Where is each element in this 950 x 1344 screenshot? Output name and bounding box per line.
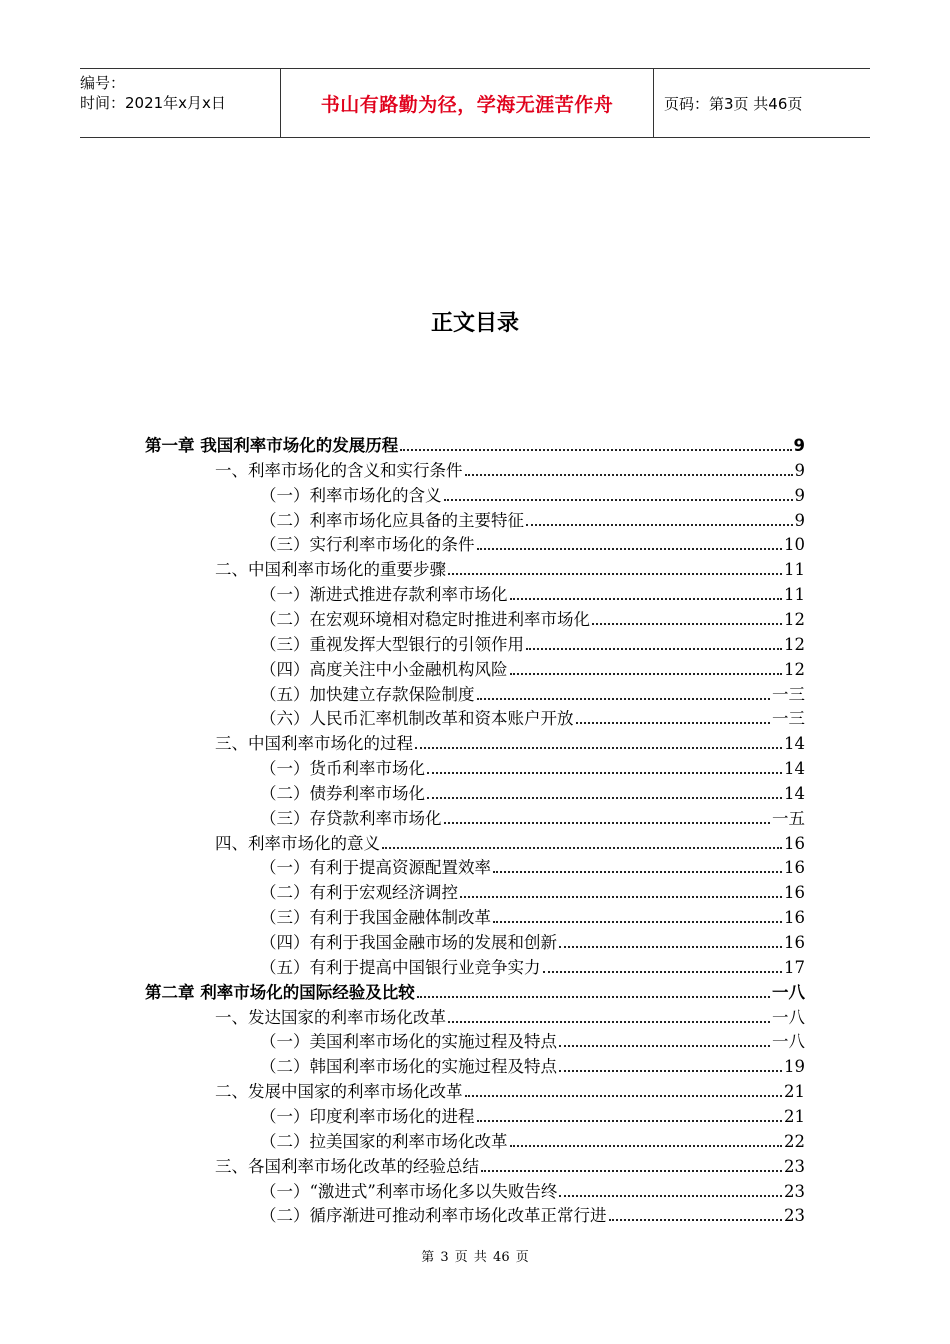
toc-entry-label: （一）“激进式”利率市场化多以失败告终 (260, 1181, 558, 1201)
toc-entry-label: （二）拉美国家的利率市场化改革 (260, 1131, 508, 1151)
toc-page-number: 10 (784, 535, 805, 555)
toc-section-entry[interactable] (215, 457, 805, 481)
toc-entry-label: （一）货币利率市场化 (260, 759, 425, 779)
toc-dot-leader (417, 996, 770, 998)
toc-dot-leader (465, 1095, 783, 1097)
toc-entry-label: 三、中国利率市场化的过程 (215, 734, 413, 754)
toc-page-number: 23 (784, 1181, 805, 1201)
toc-entry-label: （一）渐进式推进存款利率市场化 (260, 585, 508, 605)
toc-subsection-entry[interactable] (260, 1128, 805, 1152)
toc-page-number: 11 (784, 560, 805, 580)
toc-dot-leader (543, 971, 783, 973)
toc-dot-leader (460, 896, 782, 898)
toc-page-number: 16 (784, 933, 805, 952)
toc-dot-leader (493, 871, 782, 873)
toc-entry-label: （五）加快建立存款保险制度 (260, 684, 475, 704)
toc-entry-label: （三）有利于我国金融体制改革 (260, 908, 491, 928)
toc-subsection-entry[interactable] (260, 780, 805, 804)
toc-section-entry[interactable] (215, 556, 805, 580)
toc-section-entry[interactable] (215, 1004, 805, 1028)
toc-subsection-entry[interactable] (260, 954, 805, 978)
toc-section-entry[interactable] (215, 1078, 805, 1102)
toc-chapter-entry[interactable] (145, 432, 805, 456)
toc-page-number: 16 (784, 833, 805, 853)
toc-subsection-entry[interactable] (260, 531, 805, 555)
toc-entry-label: （六）人民币汇率机制改革和资本账户开放 (260, 709, 574, 729)
toc-entry-label: 一、利率市场化的含义和实行条件 (215, 460, 463, 480)
toc-dot-leader (559, 1070, 782, 1072)
toc-dot-leader (427, 772, 782, 774)
toc-entry-label: 三、各国利率市场化改革的经验总结 (215, 1156, 479, 1176)
toc-entry-label: 四、利率市场化的意义 (215, 833, 380, 853)
toc-dot-leader (382, 847, 782, 849)
toc-page-number: 一八 (772, 1007, 805, 1027)
toc-entry-label: 二、发展中国家的利率市场化改革 (215, 1082, 463, 1102)
toc-page-number: 12 (784, 634, 805, 654)
toc-entry-label: （一）印度利率市场化的进程 (260, 1106, 475, 1126)
toc-subsection-entry[interactable] (260, 854, 805, 878)
toc-subsection-entry[interactable] (260, 705, 805, 729)
toc-dot-leader (465, 474, 793, 476)
toc-dot-leader (592, 623, 782, 625)
toc-subsection-entry[interactable] (260, 1202, 805, 1226)
toc-section-entry[interactable] (215, 1153, 805, 1177)
toc-entry-label: 二、中国利率市场化的重要步骤 (215, 560, 446, 580)
toc-page-number: 17 (784, 957, 805, 977)
toc-entry-label: （五）有利于提高中国银行业竞争实力 (260, 957, 541, 977)
toc-dot-leader (510, 598, 783, 600)
toc-page-number: 一八 (772, 1032, 805, 1052)
toc-subsection-entry[interactable] (260, 879, 805, 903)
toc-subsection-entry[interactable] (260, 1028, 805, 1052)
toc-dot-leader (400, 449, 791, 451)
toc-dot-leader (576, 722, 771, 724)
toc-dot-leader (510, 673, 783, 675)
toc-page-number: 12 (784, 609, 805, 629)
toc-entry-label: （四）有利于我国金融市场的发展和创新 (260, 933, 557, 952)
toc-entry-label: （四）高度关注中小金融机构风险 (260, 659, 508, 679)
toc-entry-label: （一）利率市场化的含义 (260, 485, 442, 505)
toc-page-number: 一五 (772, 808, 805, 828)
toc-page-number: 9 (793, 436, 805, 455)
toc-page-number: 22 (784, 1131, 805, 1151)
toc-dot-leader (559, 1045, 770, 1047)
toc-subsection-entry[interactable] (260, 681, 805, 705)
toc-dot-leader (493, 921, 782, 923)
toc-page-number: 9 (794, 460, 805, 480)
toc-entry-label: （三）存贷款利率市场化 (260, 808, 442, 828)
toc-page-number: 11 (784, 585, 805, 605)
header-motto: 书山有路勤为径，学海无涯苦作舟 (320, 93, 614, 116)
toc-entry-label: （三）重视发挥大型银行的引领作用 (260, 634, 524, 654)
toc-dot-leader (609, 1219, 783, 1221)
toc-subsection-entry[interactable] (260, 606, 805, 630)
toc-entry-label: （二）在宏观环境相对稳定时推进利率市场化 (260, 609, 590, 629)
header-motto-cell (280, 69, 654, 137)
toc-subsection-entry[interactable] (260, 1178, 805, 1202)
toc-section-entry[interactable] (215, 830, 805, 854)
toc-page-number: 一三 (772, 709, 805, 729)
toc-page-number: 16 (784, 858, 805, 878)
toc-subsection-entry[interactable] (260, 581, 805, 605)
toc-entry-label: （一）美国利率市场化的实施过程及特点 (260, 1032, 557, 1052)
toc-page-number: 一三 (772, 684, 805, 704)
toc-entry-label: （二）利率市场化应具备的主要特征 (260, 510, 524, 530)
toc-subsection-entry[interactable] (260, 482, 805, 506)
toc-subsection-entry[interactable] (260, 755, 805, 779)
toc-entry-label: 第一章 我国利率市场化的发展历程 (145, 436, 399, 455)
toc-entry-label: （二）循序渐进可推动利率市场化改革正常行进 (260, 1206, 607, 1226)
toc-entry-label: （二）债券利率市场化 (260, 783, 425, 803)
toc-dot-leader (477, 548, 783, 550)
toc-page-number: 16 (784, 908, 805, 928)
toc-subsection-entry[interactable] (260, 1103, 805, 1127)
toc-page-number: 23 (784, 1156, 805, 1176)
toc-entry-label: （二）有利于宏观经济调控 (260, 883, 458, 903)
toc-chapter-entry[interactable] (145, 979, 805, 1003)
page-footer: 第 3 页 共 46 页 (421, 1250, 529, 1265)
toc-dot-leader (448, 573, 782, 575)
toc-page-number: 21 (784, 1106, 805, 1126)
header-right-cell (654, 69, 870, 137)
toc-dot-leader (481, 1170, 782, 1172)
toc-dot-leader (477, 698, 771, 700)
toc-entry-label: （三）实行利率市场化的条件 (260, 535, 475, 555)
header-left-cell (80, 69, 280, 137)
toc-dot-leader (559, 946, 782, 948)
toc-dot-leader (559, 1195, 782, 1197)
toc-page-number: 14 (784, 783, 805, 803)
toc-subsection-entry[interactable] (260, 1053, 805, 1077)
toc-entry-label: 第二章 利率市场化的国际经验及比较 (145, 982, 415, 1002)
toc-page-number: 14 (784, 759, 805, 779)
toc-entry-label: 一、发达国家的利率市场化改革 (215, 1007, 446, 1027)
toc-page-number: 9 (794, 510, 805, 530)
toc-dot-leader (510, 1145, 783, 1147)
document-date-label: 时间：2021年x月x日 (80, 94, 226, 112)
document-number-label: 编号： (80, 74, 126, 92)
toc-page-number: 16 (784, 883, 805, 903)
toc-dot-leader (444, 822, 771, 824)
toc-page-number: 21 (784, 1082, 805, 1102)
toc-subsection-entry[interactable] (260, 631, 805, 655)
toc-entry-label: （一）有利于提高资源配置效率 (260, 858, 491, 878)
toc-dot-leader (427, 797, 782, 799)
toc-page-number: 23 (784, 1206, 805, 1226)
toc-subsection-entry[interactable] (260, 929, 805, 953)
toc-dot-leader (415, 747, 782, 749)
toc-subsection-entry[interactable] (260, 507, 805, 531)
toc-dot-leader (526, 648, 782, 650)
toc-page-number: 12 (784, 659, 805, 679)
toc-section-entry[interactable] (215, 730, 805, 754)
toc-entry-label: （二）韩国利率市场化的实施过程及特点 (260, 1057, 557, 1077)
toc-page-number: 19 (784, 1057, 805, 1077)
toc-dot-leader (444, 499, 793, 501)
document-header (80, 68, 870, 138)
toc-subsection-entry[interactable] (260, 805, 805, 829)
toc-dot-leader (448, 1021, 770, 1023)
toc-dot-leader (526, 524, 793, 526)
toc-subsection-entry[interactable] (260, 656, 805, 680)
toc-page-number: 14 (784, 734, 805, 754)
toc-dot-leader (477, 1120, 783, 1122)
header-page-info: 页码：第3页 共46页 (664, 94, 803, 113)
page-title: 正文目录 (430, 311, 519, 336)
toc-page-number: 9 (794, 485, 805, 505)
toc-page-number: 一八 (772, 982, 805, 1002)
toc-subsection-entry[interactable] (260, 904, 805, 928)
